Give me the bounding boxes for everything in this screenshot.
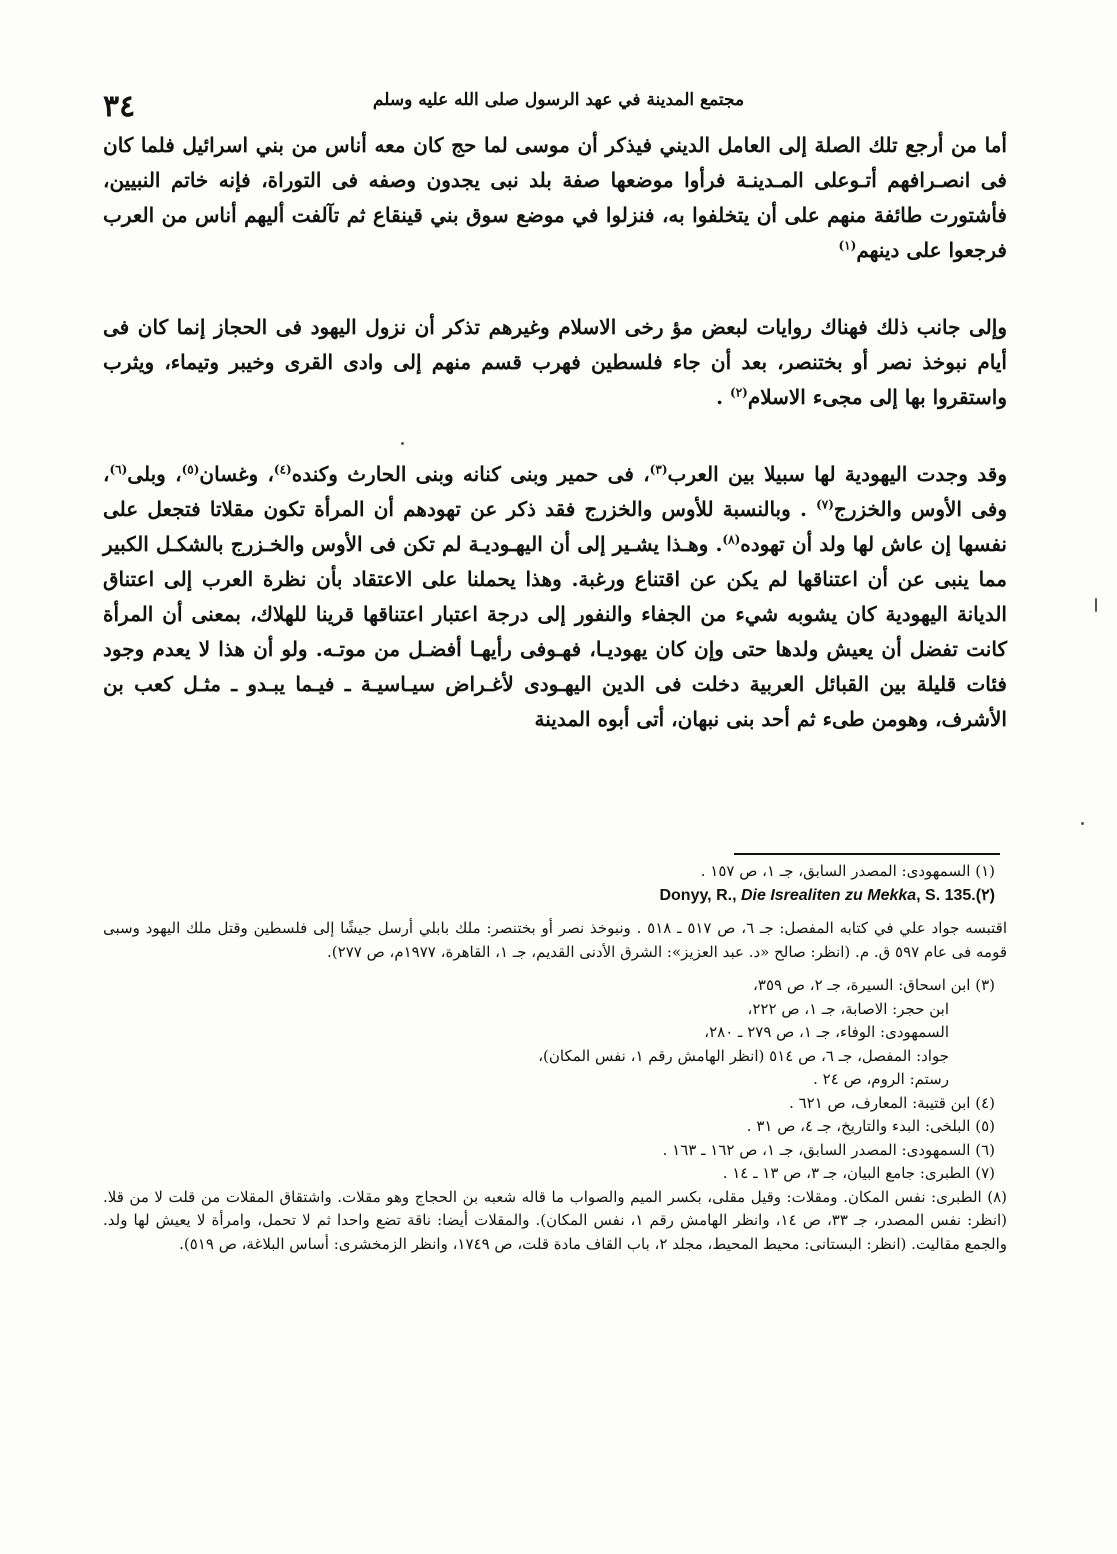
footnote-7: (٧) الطبرى: جامع البيان، جـ ٣، ص ١٣ ـ ١٤ . <box>722 1164 995 1182</box>
footnote-2-title: Die Isrealiten zu Mekka <box>740 886 917 904</box>
footnote-ref-5: (٥) <box>181 462 200 477</box>
paragraph-3-text-c: ، وغسان <box>199 462 274 486</box>
footnote-2-author: Donyy, R., <box>659 886 741 904</box>
paragraph-2 <box>103 310 1007 415</box>
footnote-2-number: (٢) <box>975 886 995 904</box>
paragraph-1-text: أما من أرجع تلك الصلة إلى العامل الديني فيذكر أن موسى لما حج كان معه أناس من بني اسرائيل فلما كان فى انصـرافهم أتـوعلى المـدينـة فرأوا موضعها صفة بلد نبى يجدون وصفه فى التوراة، فإنه خاتم النبيين، فأشتورت طائفة منهم على أن يتخلفوا به، فنزلوا في موضع سوق بني قينقاع ثم تآلفت أليهم أناس من العرب فرجعوا على دينهم <box>103 133 1007 262</box>
paragraph-3-text-f: . وبالنسبة للأوس والخزرج فقد ذكر عن تهودهم أن المرأة تكون مقلاتا فتجعل على نفسها إن عاش لها ولد أن تهوده <box>103 497 1007 556</box>
footnote-ref-8: (٨) <box>722 532 741 547</box>
footnotes <box>103 860 1007 1256</box>
footnote-ref-6: (٦) <box>109 462 128 477</box>
paragraph-3 <box>103 457 1007 737</box>
paragraph-2-end: . <box>716 385 730 409</box>
page-number: ٣٤ <box>103 89 136 124</box>
footnote-separator <box>734 853 1000 855</box>
footnote-3-line-2: ابن حجر: الاصابة، جـ ١، ص ٢٢٢، <box>747 999 949 1018</box>
footnote-ref-2: (٢) <box>730 385 748 400</box>
footnote-2 <box>103 884 1007 908</box>
scan-speck <box>1081 822 1084 825</box>
footnote-ref-1: (١) <box>838 238 857 253</box>
footnote-3-line-5: رستم: الروم، ص ٢٤ . <box>813 1070 949 1088</box>
paragraph-3-text-a: وقد وجدت اليهودية لها سبيلا بين العرب <box>667 462 1007 486</box>
footnote-8: (٨) الطبرى: نفس المكان. ومقلات: وقيل مقلى، بكسر الميم والصواب ما قاله شعبه بن الحجاج وهو مقلات. واشتقاق المقلات من قلت لا من قلا. (انظر: نفس المصدر، جـ ٣٣، ص ١٤، وانظر الهامش رقم ١، نفس المكان). والمقلات أيضا: ناقة تضع واحدا ثم لا تحمل، وامرأة لا يعيش لها ولد. والجمع مقاليت. (انظر: البستانى: محيط المحيط، مجلد ٢، باب القاف مادة قلت، ص ١٧٤٩، وانظر الزمخشرى: أساس البلاغة، ص ٥١٩). <box>103 1187 1008 1253</box>
scan-mark <box>1095 598 1097 612</box>
paragraph-3-text-g: . وهـذا يشـير إلى أن اليهـوديـة لم تكن فى الأوس والخـزرج بالشكـل الكبير مما ينبى عن أن اعتناقها لم يكن عن اقتناع ورغبة. وهذا يحملنا على الاعتقاد بأن نظرة العرب إلى اعتناق الديانة اليهودية كان يشوبه شيء من الجفاء والنفور إلى درجة اعتبار اعتناقها قرينا للهلاك، بمعنى أن المرأة كانت تفضل أن يعيش ولدها حتى وإن كان يهوديـا، فهـوفى رأيهـا أفضـل من موتـه. ولو أن هذا لا يعدم وجود فئات قليلة بين القبائل العربية دخلت فى الدين اليهـودى لأغـراض سيـاسيـة ـ فيـما يبـدو ـ مثـل كعب بن الأشرف، وهومن طىء ثم أحد بنى نبهان، أتى أبوه المدينة <box>103 532 1007 731</box>
footnote-ref-3: (٣) <box>649 462 668 477</box>
footnote-ref-7: (٧) <box>816 497 834 512</box>
footnote-3-line-1: (٣) ابن اسحاق: السيرة، جـ ٢، ص ٣٥٩، <box>753 976 995 994</box>
footnote-6: (٦) السمهودى: المصدر السابق، جـ ١، ص ١٦٢ ـ ١٦٣ . <box>662 1140 995 1159</box>
footnote-2-page: , S. 135. <box>916 886 976 904</box>
footnote-ref-4: (٤) <box>273 462 292 477</box>
paragraph-1 <box>103 128 1007 268</box>
body-text <box>103 128 1007 737</box>
running-title: مجتمع المدينة في عهد الرسول صلى الله عليه وسلم <box>372 90 745 110</box>
footnote-5: (٥) البلخى: البدء والتاريخ، جـ ٤، ص ٣١ . <box>746 1117 995 1135</box>
footnote-4: (٤) ابن قتيبة: المعارف، ص ٦٢١ . <box>789 1093 995 1112</box>
paragraph-3-text-d: ، وبلى <box>127 462 182 486</box>
footnote-2-continuation: اقتبسه جواد علي في كتابه المفصل: جـ ٦، ص ٥١٧ ـ ٥١٨ . ونبوخذ نصر أو بختنصر: ملك بابلي أرسل جيشًا إلى فلسطين وقتل ملك اليهود وسبى قومه فى عام ٥٩٧ ق. م. (انظر: صالح «د. عبد العزيز»: الشرق الأدنى القديم، جـ ١، القاهرة، ١٩٧٧م، ص ٢٧٧). <box>103 919 1007 961</box>
paragraph-3-text-b: ، فى حمير وبنى كنانه وبنى الحارث وكنده <box>291 462 650 486</box>
footnote-3-line-3: السمهودى: الوفاء، جـ ١، ص ٢٧٩ ـ ٢٨٠، <box>704 1023 949 1041</box>
paragraph-2-text: وإلى جانب ذلك فهناك روايات لبعض مؤ رخى الاسلام وغيرهم تذكر أن نزول اليهود فى الحجاز إنما كان فى أيام نبوخذ نصر أو بختنصر، بعد أن جاء فلسطين فهرب قسم منهم إلى وادى القرى وخيبر وتيماء، ويثرب واستقروا بها إلى مجىء الاسلام <box>103 315 1007 409</box>
scan-speck <box>401 442 404 445</box>
footnote-1: (١) السمهودى: المصدر السابق، جـ ١، ص ١٥٧ . <box>700 862 995 880</box>
paragraph-3-text-e: ، وفى الأوس والخزرج <box>103 462 1008 521</box>
footnote-3-line-4: جواد: المفصل، جـ ٦، ص ٥١٤ (انظر الهامش رقم ١، نفس المكان)، <box>538 1046 949 1065</box>
